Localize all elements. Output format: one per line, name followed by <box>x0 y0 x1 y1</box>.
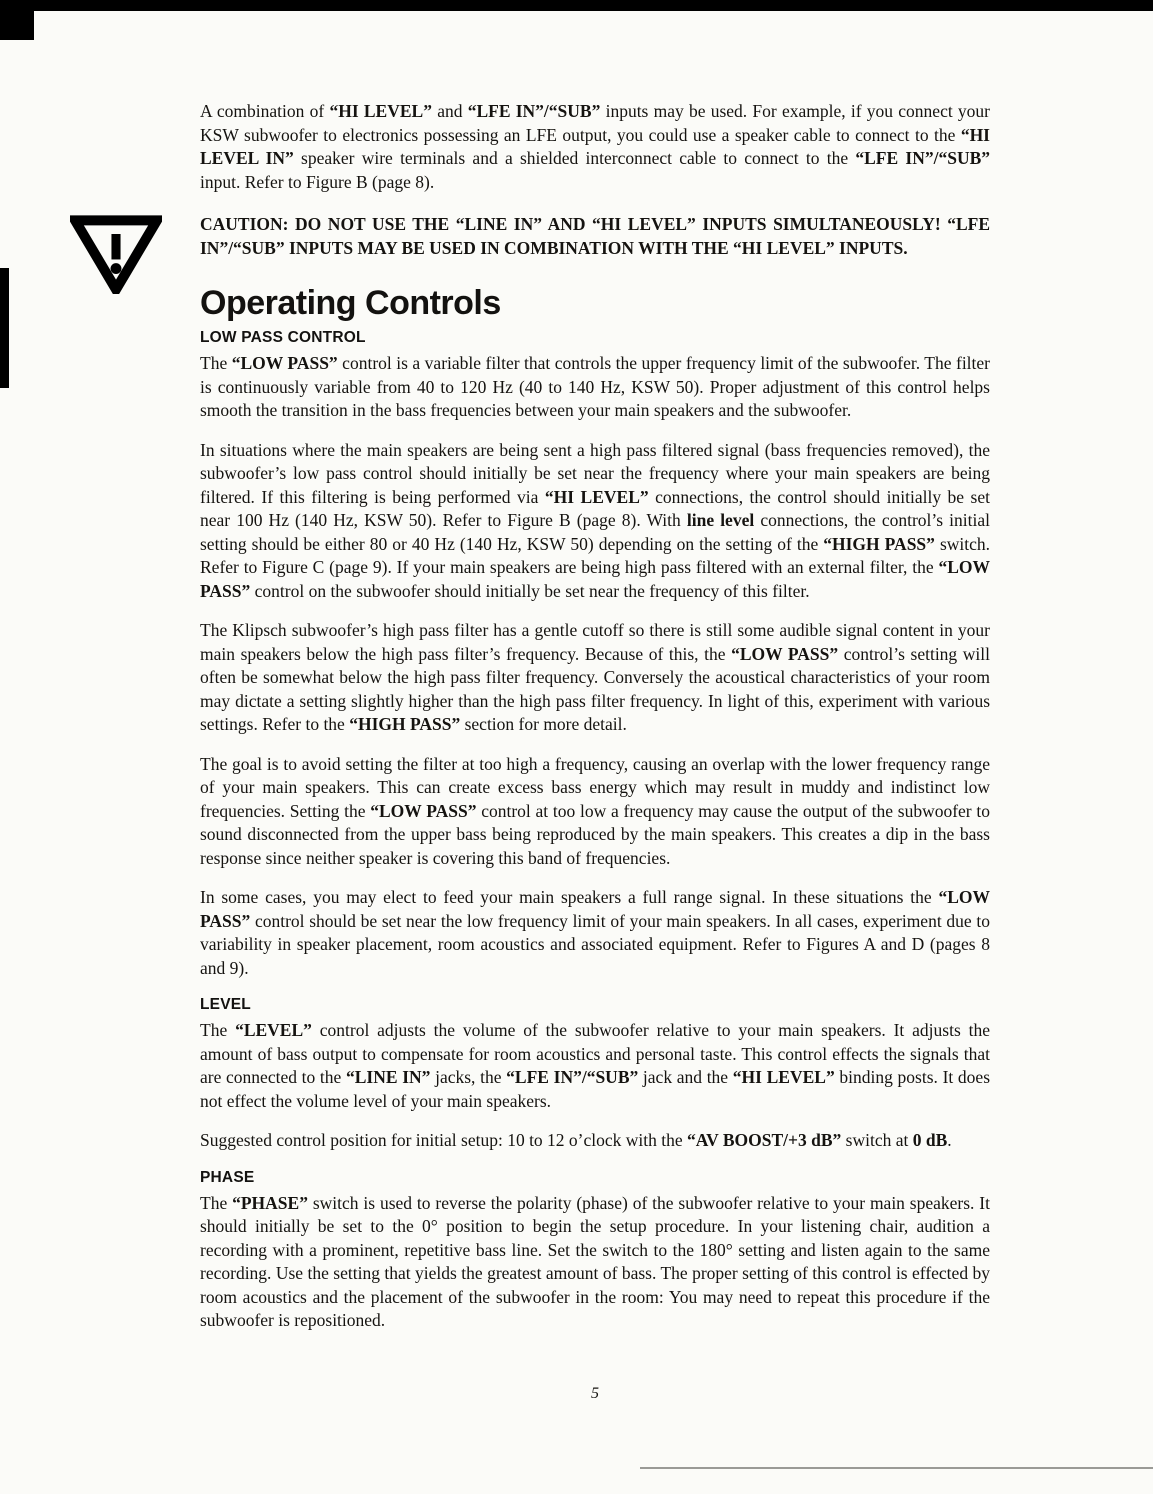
page-number: 5 <box>591 1384 599 1402</box>
section-title-phase: PHASE <box>200 1168 255 1186</box>
section-paragraphs-level <box>200 1019 990 1153</box>
section-level <box>200 996 990 1153</box>
section-title-low-pass-control: LOW PASS CONTROL <box>200 329 366 346</box>
scan-artifact-bottom-line <box>640 1467 1153 1469</box>
caution-text: CAUTION: DO NOT USE THE “LINE IN” AND “HI LEVEL” INPUTS SIMULTANEOUSLY! “LFE IN”/“SUB” INPUTS MAY BE USED IN COMBINATION WITH THE “HI LEVEL” INPUTS. <box>200 214 990 258</box>
paragraph: In some cases, you may elect to feed your main speakers a full range signal. In these situations the “LOW PASS” control should be set near the low frequency limit of your main speakers. In all cases, experiment due to variability in speaker placement, room acoustics and associated equipment. Refer to Figures A and D (pages 8 and 9). <box>200 887 990 978</box>
section-title-level: LEVEL <box>200 996 251 1013</box>
page-heading: Operating Controls <box>200 284 501 322</box>
paragraph: The Klipsch subwoofer’s high pass filter has a gentle cutoff so there is still some audible signal content in your main speakers below the high pass filter’s frequency. Because of this, the “LOW PASS” control’s setting will often be somewhat below the high pass filter frequency. Conversely the acoustical characteristics of your room may dictate a setting slightly higher than the high pass filter frequency. In light of this, experiment with various settings. Refer to the “HIGH PASS” section for more detail. <box>200 620 990 734</box>
paragraph: Suggested control position for initial setup: 10 to 12 o’clock with the “AV BOOST/+3 dB” switch at 0 dB. <box>200 1130 952 1150</box>
paragraph: In situations where the main speakers are being sent a high pass filtered signal (bass frequencies removed), the subwoofer’s low pass control should initially be set near the frequency where your main speakers are being filtered. If this filtering is being performed via “HI LEVEL” connections, the control should initially be set near 100 Hz (140 Hz, KSW 50). Refer to Figure B (page 8). With line level connections, the control’s initial setting should be either 80 or 40 Hz (140 Hz, KSW 50) depending on the setting of the “HIGH PASS” switch. Refer to Figure C (page 9). If your main speakers are being high pass filtered with an external filter, the “LOW PASS” control on the subwoofer should initially be set near the frequency of this filter. <box>200 439 991 601</box>
section-paragraphs-low-pass-control <box>200 352 990 980</box>
section-phase <box>200 1169 990 1333</box>
paragraph: The “LEVEL” control adjusts the volume of the subwoofer relative to your main speakers. It adjusts the amount of bass output to compensate for room acoustics and personal taste. This control effects the signals that are connected to the “LINE IN” jacks, the “LFE IN”/“SUB” jack and the “HI LEVEL” binding posts. It does not effect the volume level of your main speakers. <box>200 1020 991 1111</box>
section-paragraphs-phase <box>200 1192 990 1333</box>
section-low-pass-control <box>200 329 990 980</box>
paragraph: The “LOW PASS” control is a variable filter that controls the upper frequency limit of the subwoofer. The filter is continuously variable from 40 to 120 Hz (40 to 140 Hz, KSW 50). Proper adjustment of this control helps smooth the transition in the bass frequencies between your main speakers and the subwoofer. <box>200 353 991 420</box>
paragraph: The “PHASE” switch is used to reverse the polarity (phase) of the subwoofer relative to your main speakers. It should initially be set to the 0° position to begin the setup procedure. In your listening chair, audition a recording with a prominent, repetitive bass line. Set the switch to the 180° setting and listen again to the same recording. Use the setting that yields the greatest amount of bass. The proper setting of this control is effected by room acoustics and the placement of the subwoofer in the room: You may need to repeat this procedure if the subwoofer is repositioned. <box>200 1192 990 1330</box>
intro-paragraph: A combination of “HI LEVEL” and “LFE IN”/“SUB” inputs may be used. For example, if you connect your KSW subwoofer to electronics possessing an LFE output, you could use a speaker cable to connect to the “HI LEVEL IN” speaker wire terminals and a shielded interconnect cable to connect to the “LFE IN”/“SUB” input. Refer to Figure B (page 8). <box>200 101 991 192</box>
warning-triangle-icon <box>70 214 162 294</box>
paragraph: The goal is to avoid setting the filter at too high a frequency, causing an overlap with the lower frequency range of your main speakers. This can create excess bass energy which may result in muddy and indistinct low frequencies. Setting the “LOW PASS” control at too low a frequency may cause the output of the subwoofer to sound disconnected from the upper bass being reproduced by the main speakers. This creates a dip in the bass response since neither speaker is covering this band of frequencies. <box>200 753 990 868</box>
caution-block <box>200 212 990 260</box>
